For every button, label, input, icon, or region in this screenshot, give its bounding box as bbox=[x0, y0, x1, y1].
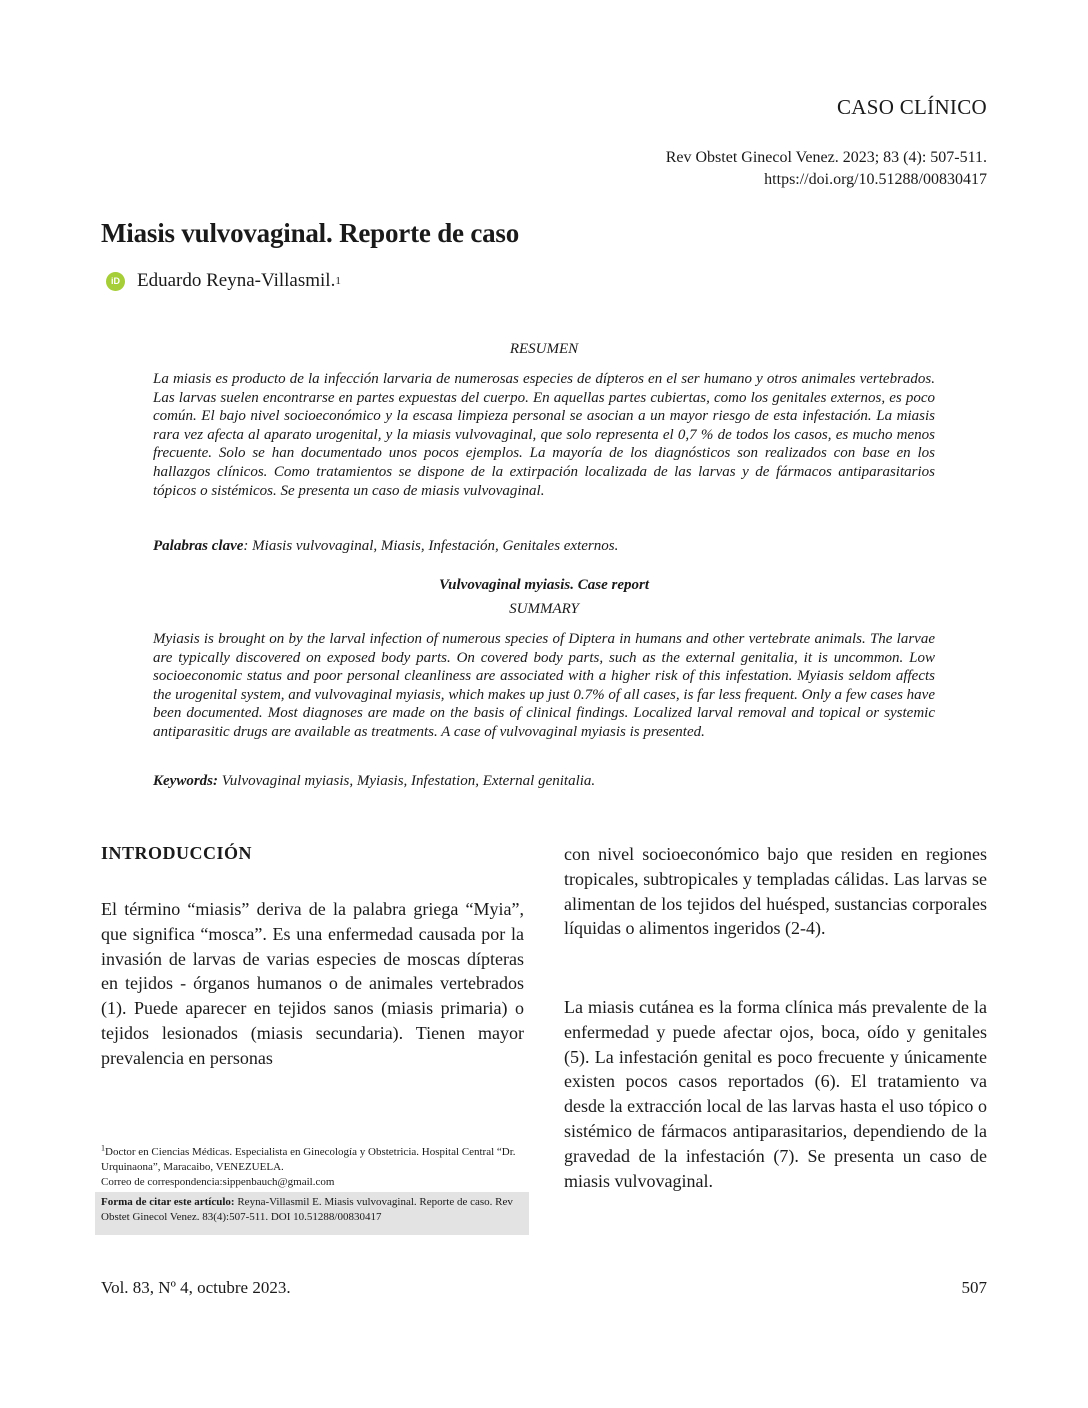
keywords-label-en: Keywords: bbox=[153, 773, 218, 789]
section-label: CASO CLÍNICO bbox=[836, 95, 987, 119]
body-paragraph-1: El término “miasis” deriva de la palabra griega “Myia”, que significa “mosca”. Es una enfermedad causada por la invasión de larvas de varias especies de moscas dípteras en tejidos - órganos humanos o de animales vertebrados (1). Puede aparecer en tejidos sanos (miasis primaria) o tejidos lesionados (miasis secundaria). Tienen mayor prevalencia en personas bbox=[101, 899, 524, 1068]
journal-reference: Rev Obstet Ginecol Venez. 2023; 83 (4): 507-511. bbox=[665, 149, 987, 166]
footnote-marker: 1 bbox=[101, 1143, 105, 1153]
body-paragraph-1-continued: con nivel socioeconómico bajo que residen en regiones tropicales, subtropicales y templadas cálidas. Las larvas se alimentan de los tejidos del huésped, sustancias corporales líquidas o alimentos ingeridos (2-4). bbox=[564, 844, 987, 939]
footer-volume: Vol. 83, Nº 4, octubre 2023. bbox=[101, 1278, 291, 1297]
how-to-cite-box bbox=[95, 1192, 529, 1235]
page-number: 507 bbox=[961, 1278, 987, 1297]
body-paragraph-2: La miasis cutánea es la forma clínica más prevalente de la enfermedad y puede afectar ojos, boca, oído y genitales (5). La infestación genital es poco frecuente y únicamente existen pocos casos reportados (6). El tratamiento va desde la extracción local de las larvas hasta el uso tópico o sistémico de fármacos antiparasitarios, dependiendo de la gravedad de la infestación (7). Se presenta un caso de miasis vulvovaginal. bbox=[564, 997, 987, 1191]
orcid-icon[interactable]: iD bbox=[106, 272, 125, 291]
summary-heading: SUMMARY bbox=[509, 601, 579, 617]
summary-text: Myiasis is brought on by the larval infection of numerous species of Diptera in humans and other vertebrate animals. The larvae are typically discovered on exposed body parts. On covered body parts, such as the external genitalia, it is uncommon. Low socioeconomic status and poor personal cleanliness are associated with a higher risk of this infestation. Myiasis seldom affects the urogenital system, and vulvovaginal myiasis, which makes up just 0.7% of all cases, is far less frequent. Only a few cases have been documented. Most diagnoses are made on the basis of clinical findings. Localized larval removal and topical or systemic antiparasitic drugs are available as treatments. A case of vulvovaginal myiasis is presented. bbox=[153, 631, 935, 740]
doi-link[interactable]: https://doi.org/10.51288/00830417 bbox=[764, 171, 987, 188]
keywords-label-es: Palabras clave bbox=[153, 538, 244, 554]
introduction-heading: INTRODUCCIÓN bbox=[101, 843, 253, 863]
keywords-list-en: Vulvovaginal myiasis, Myiasis, Infestation, External genitalia. bbox=[218, 773, 596, 789]
correspondence-email[interactable]: Correo de correspondencia:sippenbauch@gmail.com bbox=[101, 1176, 335, 1188]
author-name: Eduardo Reyna-Villasmil. bbox=[137, 270, 336, 291]
cite-text: Reyna-Villasmil E. Miasis vulvovaginal. Reporte de caso. Rev Obstet Ginecol Venez. 83(4):507-511. DOI 10.51288/00830417 bbox=[101, 1196, 513, 1223]
cite-label: Forma de citar este artículo: bbox=[101, 1196, 235, 1208]
resumen-heading: RESUMEN bbox=[509, 341, 579, 357]
article-title: Miasis vulvovaginal. Reporte de caso bbox=[101, 218, 520, 248]
resumen-keywords bbox=[153, 538, 935, 555]
author-line: iD Eduardo Reyna-Villasmil. 1 bbox=[106, 270, 341, 292]
affiliation-text: $^1$Doctor en Ciencias Médicas. Especialista en Ginecología y Obstetricia. Hospital Central “Dr. Urquinaona”, Maracaibo, VENEZUELA. bbox=[101, 1143, 516, 1173]
summary-keywords bbox=[153, 773, 935, 790]
resumen-text: La miasis es producto de la infección larvaria de numerosas especies de dípteros en el ser humano y otros animales vertebrados. Las larvas suelen encontrarse en partes expuestas del cuerpo. En aquellas partes cubiertas, como los genitales externos, es poco común. El bajo nivel socioeconómico y la escasa limpieza personal se asocian a un mayor riesgo de esta infestación. La miasis rara vez afecta al aparato urogenital, y la miasis vulvovaginal, que solo representa el 0,7 % de todos los casos, es mucho menos frecuente. Solo se han documentado unos pocos ejemplos. La mayoría de los diagnósticos son realizados con base en los hallazgos clínicos. Como tratamientos se dispone de la extirpación localizada de las larvas y de fármacos antiparasitarios tópicos o sistémicos. Se presenta un caso de miasis vulvovaginal. bbox=[153, 371, 935, 499]
english-title: Vulvovaginal myiasis. Case report bbox=[438, 577, 649, 593]
journal-citation bbox=[666, 147, 987, 191]
keywords-list-es: : Miasis vulvovaginal, Miasis, Infestación, Genitales externos. bbox=[243, 538, 619, 554]
affiliation-footnote bbox=[101, 1145, 527, 1190]
